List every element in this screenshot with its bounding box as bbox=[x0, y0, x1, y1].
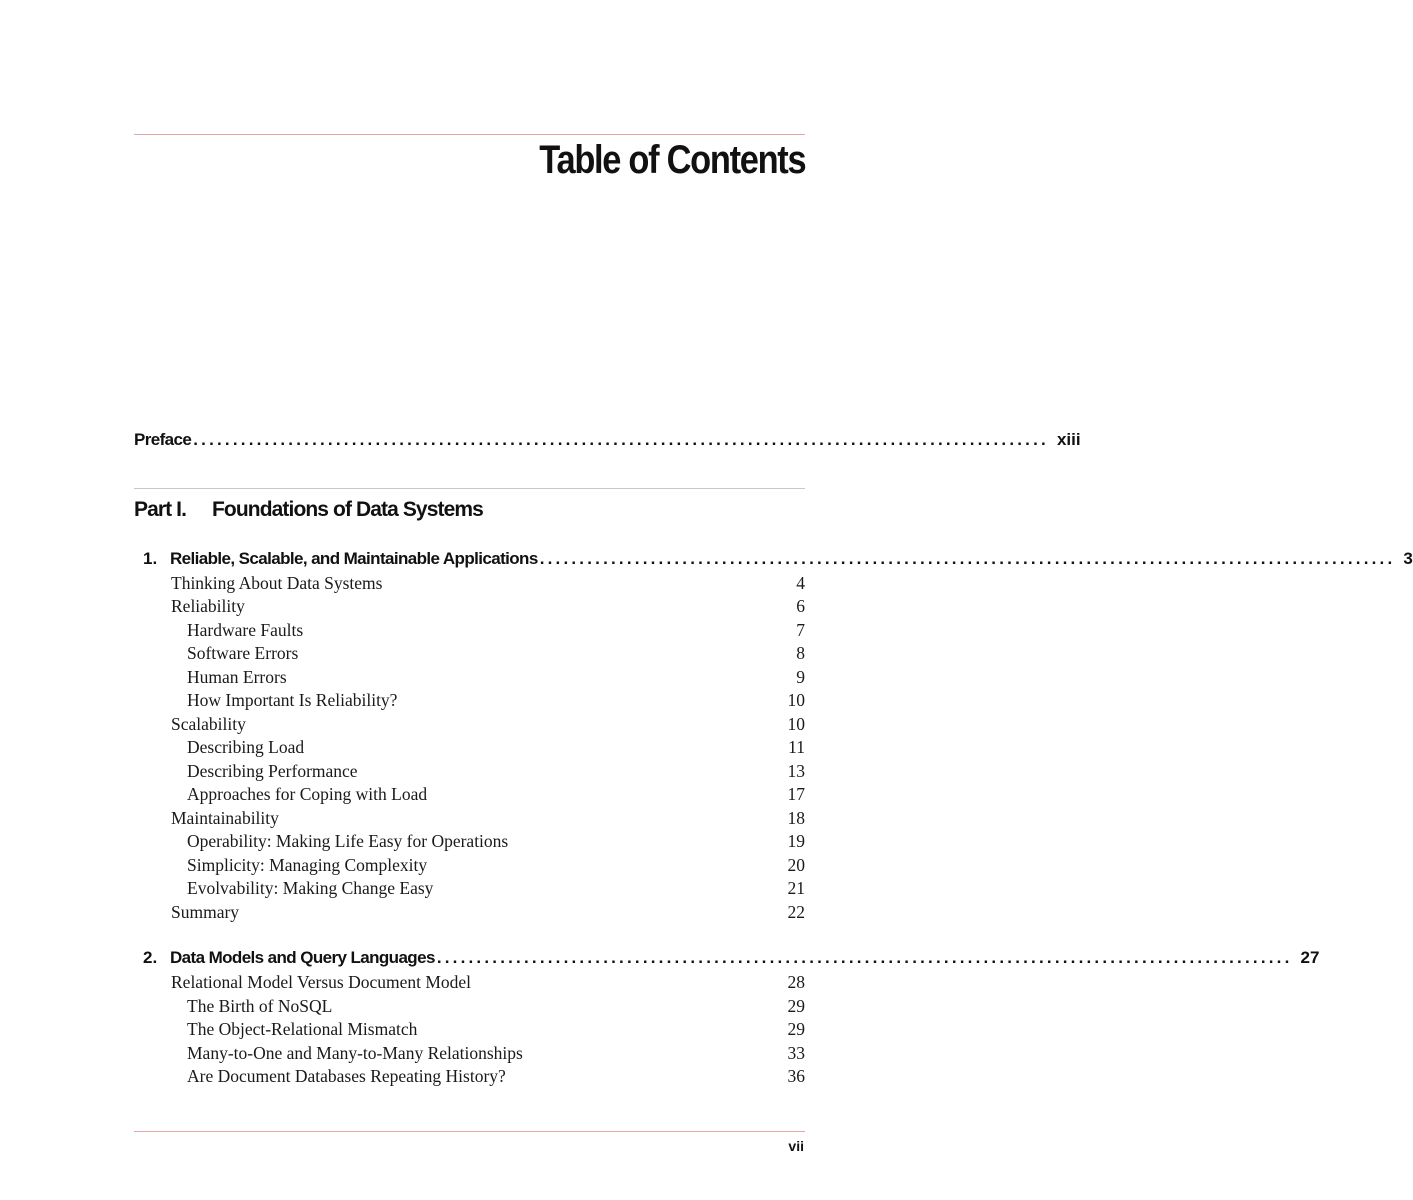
toc-subsection-link[interactable] bbox=[134, 783, 805, 806]
toc-preface-link[interactable] bbox=[134, 428, 1081, 452]
toc-section-link[interactable] bbox=[134, 971, 805, 994]
toc-subsection-link[interactable] bbox=[134, 1065, 805, 1088]
toc-subsection-link[interactable] bbox=[134, 1042, 805, 1065]
section-page-number: 4 bbox=[796, 573, 805, 593]
subsection-page-number: 33 bbox=[787, 1043, 805, 1063]
chapter-page-number: 27 bbox=[1300, 948, 1320, 967]
toc-chapter-1-link[interactable] bbox=[134, 547, 1413, 571]
subsection-page-number: 21 bbox=[787, 878, 805, 898]
toc-subsection-link[interactable] bbox=[134, 642, 805, 665]
section-page-number: 18 bbox=[787, 808, 805, 828]
toc-section-link[interactable] bbox=[134, 713, 805, 736]
subsection-page-number: 8 bbox=[796, 643, 805, 663]
subsection-page-number: 10 bbox=[787, 690, 805, 710]
page-title: Table of Contents bbox=[538, 138, 805, 182]
toc-subsection-link[interactable] bbox=[134, 619, 805, 642]
toc-section-link[interactable] bbox=[134, 807, 805, 830]
subsection-title: Evolvability: Making Change Easy bbox=[187, 878, 434, 898]
page-number: vii bbox=[788, 1138, 804, 1154]
subsection-title: Hardware Faults bbox=[187, 620, 304, 640]
subsection-title: The Object-Relational Mismatch bbox=[187, 1019, 418, 1039]
subsection-page-number: 36 bbox=[787, 1066, 805, 1086]
toc-subsection-link[interactable] bbox=[134, 830, 805, 853]
subsection-page-number: 20 bbox=[787, 855, 805, 875]
subsection-title: Operability: Making Life Easy for Operations bbox=[187, 831, 509, 851]
section-page-number: 6 bbox=[796, 596, 805, 616]
section-page-number: 28 bbox=[787, 972, 805, 992]
top-rule bbox=[134, 134, 805, 135]
part-title: Foundations of Data Systems bbox=[212, 498, 483, 521]
toc-subsection-link[interactable] bbox=[134, 760, 805, 783]
section-title: Summary bbox=[171, 902, 240, 922]
toc-subsection-link[interactable] bbox=[134, 666, 805, 689]
chapter-title: Reliable, Scalable, and Maintainable Applications bbox=[170, 549, 538, 568]
dot-leader: ............................................................................................................ bbox=[436, 948, 1293, 967]
dot-leader: ............................................................................................................ bbox=[539, 549, 1396, 568]
subsection-page-number: 11 bbox=[788, 737, 805, 757]
chapter-number: 2. bbox=[143, 948, 158, 967]
toc-subsection-link[interactable] bbox=[134, 1018, 805, 1041]
toc-subsection-link[interactable] bbox=[134, 736, 805, 759]
preface-page-number: xiii bbox=[1056, 430, 1081, 449]
chapter-title: Data Models and Query Languages bbox=[170, 948, 435, 967]
part-heading bbox=[134, 497, 483, 523]
subsection-title: Many-to-One and Many-to-Many Relationships bbox=[187, 1043, 523, 1063]
toc-subsection-link[interactable] bbox=[134, 854, 805, 877]
section-title: Maintainability bbox=[171, 808, 279, 828]
subsection-title: Human Errors bbox=[187, 667, 287, 687]
chapter-page-number: 3 bbox=[1403, 549, 1413, 568]
subsection-page-number: 9 bbox=[796, 667, 805, 687]
bottom-rule bbox=[134, 1131, 805, 1132]
section-page-number: 10 bbox=[787, 714, 805, 734]
subsection-page-number: 17 bbox=[787, 784, 805, 804]
subsection-title: Are Document Databases Repeating History? bbox=[187, 1066, 506, 1086]
toc-chapter-2-link[interactable] bbox=[134, 946, 1320, 970]
toc-section-link[interactable] bbox=[134, 901, 805, 924]
preface-label: Preface bbox=[134, 430, 192, 449]
subsection-title: Simplicity: Managing Complexity bbox=[187, 855, 428, 875]
toc-subsection-link[interactable] bbox=[134, 689, 805, 712]
toc-subsection-link[interactable] bbox=[134, 877, 805, 900]
subsection-page-number: 7 bbox=[796, 620, 805, 640]
section-title: Thinking About Data Systems bbox=[171, 573, 383, 593]
toc-section-link[interactable] bbox=[134, 572, 805, 595]
chapter-number: 1. bbox=[143, 549, 158, 568]
part-rule bbox=[134, 488, 805, 489]
section-title: Relational Model Versus Document Model bbox=[171, 972, 472, 992]
part-number: Part I. bbox=[134, 498, 187, 521]
subsection-title: The Birth of NoSQL bbox=[187, 996, 333, 1016]
subsection-title: Software Errors bbox=[187, 643, 299, 663]
section-title: Scalability bbox=[171, 714, 246, 734]
subsection-page-number: 19 bbox=[787, 831, 805, 851]
subsection-page-number: 29 bbox=[787, 1019, 805, 1039]
section-title: Reliability bbox=[171, 596, 245, 616]
subsection-page-number: 29 bbox=[787, 996, 805, 1016]
subsection-title: How Important Is Reliability? bbox=[187, 690, 398, 710]
toc-section-link[interactable] bbox=[134, 595, 805, 618]
subsection-title: Describing Performance bbox=[187, 761, 358, 781]
section-page-number: 22 bbox=[787, 902, 805, 922]
subsection-page-number: 13 bbox=[787, 761, 805, 781]
subsection-title: Describing Load bbox=[187, 737, 305, 757]
toc-subsection-link[interactable] bbox=[134, 995, 805, 1018]
subsection-title: Approaches for Coping with Load bbox=[187, 784, 428, 804]
dot-leader: ............................................................................................................ bbox=[193, 430, 1049, 449]
